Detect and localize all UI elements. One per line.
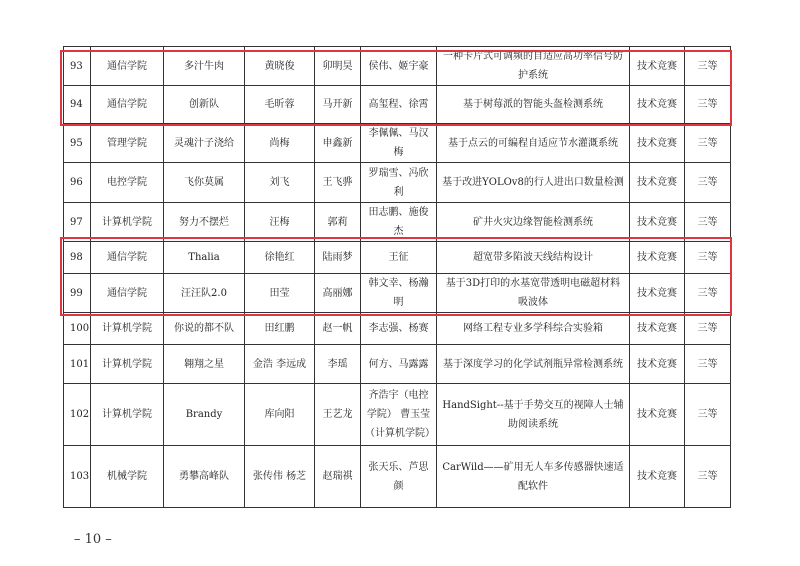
cell-project: CarWild——矿用无人车多传感器快速适配软件 [437,446,630,508]
table-row [64,47,731,86]
cell-leader: 赵一帆 [315,313,361,345]
cell-num: 93 [64,47,91,86]
cell-project: 矿井火灾边缘智能检测系统 [437,203,630,242]
cell-num: 99 [64,274,91,313]
cell-members: 何方、马露露 [361,345,437,384]
cell-project: 网络工程专业多学科综合实验箱 [437,313,630,345]
cell-college: 机械学院 [91,446,164,508]
cell-members: 李志强、杨赛 [361,313,437,345]
cell-num: 101 [64,345,91,384]
cell-members: 韩文幸、杨瀚明 [361,274,437,313]
cell-advisor: 刘飞 [245,163,315,203]
table-row [64,345,731,384]
cell-num: 96 [64,163,91,203]
cell-category: 技术竞赛 [630,47,685,86]
page-number: – 10 – [74,532,112,547]
cell-advisor: 尚梅 [245,124,315,163]
cell-advisor: 徐艳红 [245,242,315,274]
cell-leader: 赵瑞祺 [315,446,361,508]
cell-college: 管理学院 [91,124,164,163]
cell-college: 计算机学院 [91,203,164,242]
cell-award: 三等 [685,446,731,508]
cell-leader: 马开新 [315,86,361,124]
cell-college: 通信学院 [91,274,164,313]
cell-team: 多汁牛肉 [164,47,245,86]
cell-award: 三等 [685,274,731,313]
table-row [64,274,731,313]
cell-num: 98 [64,242,91,274]
cell-leader: 卯明昊 [315,47,361,86]
cell-leader: 陆雨梦 [315,242,361,274]
cell-advisor: 张传伟 杨芝 [245,446,315,508]
cell-category: 技术竞赛 [630,384,685,446]
cell-project: 一种卡片式可调频的自适应高功率信号防护系统 [437,47,630,86]
cell-members: 李佩佩、马汉梅 [361,124,437,163]
cell-num: 94 [64,86,91,124]
cell-leader: 郭莉 [315,203,361,242]
cell-advisor: 田红鹏 [245,313,315,345]
cell-college: 计算机学院 [91,384,164,446]
cell-category: 技术竞赛 [630,163,685,203]
table-row [64,203,731,242]
awards-table [63,46,731,508]
cell-college: 电控学院 [91,163,164,203]
cell-project: 基于3D打印的水基宽带透明电磁超材料吸波体 [437,274,630,313]
table-row [64,124,731,163]
cell-category: 技术竞赛 [630,242,685,274]
cell-advisor: 金浩 李远成 [245,345,315,384]
cell-members: 王征 [361,242,437,274]
cell-award: 三等 [685,47,731,86]
cell-award: 三等 [685,345,731,384]
cell-category: 技术竞赛 [630,446,685,508]
cell-team: Thalia [164,242,245,274]
cell-members: 田志鹏、施俊杰 [361,203,437,242]
table-row [64,163,731,203]
cell-project: 基于改进YOLOv8的行人进出口数量检测 [437,163,630,203]
cell-num: 102 [64,384,91,446]
cell-advisor: 黄晓俊 [245,47,315,86]
cell-team: Brandy [164,384,245,446]
cell-members: 高玺程、徐霄 [361,86,437,124]
cell-award: 三等 [685,163,731,203]
cell-project: 超宽带多陷波天线结构设计 [437,242,630,274]
table-row [64,86,731,124]
table-row [64,446,731,508]
cell-advisor: 田莹 [245,274,315,313]
cell-members: 侯伟、姬宇豪 [361,47,437,86]
cell-college: 通信学院 [91,47,164,86]
cell-team: 勇攀高峰队 [164,446,245,508]
cell-leader: 王艺龙 [315,384,361,446]
cell-category: 技术竞赛 [630,313,685,345]
cell-leader: 王飞骅 [315,163,361,203]
cell-advisor: 汪梅 [245,203,315,242]
cell-team: 汪汪队2.0 [164,274,245,313]
cell-college: 通信学院 [91,86,164,124]
cell-award: 三等 [685,86,731,124]
cell-leader: 申鑫新 [315,124,361,163]
cell-members: 齐浩宇（电控学院） 曹玉莹（计算机学院） [361,384,437,446]
cell-team: 你说的都不队 [164,313,245,345]
cell-category: 技术竞赛 [630,345,685,384]
cell-team: 灵魂汁子浇给 [164,124,245,163]
cell-team: 飞你莫属 [164,163,245,203]
cell-members: 罗瑞雪、冯欣利 [361,163,437,203]
table-row [64,384,731,446]
cell-team: 努力不摆烂 [164,203,245,242]
table-row [64,313,731,345]
cell-advisor: 库向阳 [245,384,315,446]
cell-award: 三等 [685,203,731,242]
cell-leader: 高丽娜 [315,274,361,313]
cell-college: 通信学院 [91,242,164,274]
cell-category: 技术竞赛 [630,203,685,242]
cell-award: 三等 [685,124,731,163]
cell-num: 95 [64,124,91,163]
cell-award: 三等 [685,313,731,345]
cell-award: 三等 [685,384,731,446]
awards-table-body [64,47,731,508]
cell-award: 三等 [685,242,731,274]
cell-category: 技术竞赛 [630,124,685,163]
table-row [64,242,731,274]
cell-category: 技术竞赛 [630,274,685,313]
cell-project: 基于点云的可编程自适应节水灌溉系统 [437,124,630,163]
cell-team: 创新队 [164,86,245,124]
cell-project: 基于树莓派的智能头盔检测系统 [437,86,630,124]
cell-advisor: 毛昕蓉 [245,86,315,124]
cell-num: 103 [64,446,91,508]
cell-college: 计算机学院 [91,345,164,384]
cell-project: 基于深度学习的化学试剂瓶异常检测系统 [437,345,630,384]
cell-leader: 李瑶 [315,345,361,384]
cell-num: 97 [64,203,91,242]
cell-college: 计算机学院 [91,313,164,345]
cell-category: 技术竞赛 [630,86,685,124]
cell-members: 张天乐、芦思颜 [361,446,437,508]
cell-team: 翱翔之星 [164,345,245,384]
cell-project: HandSight--基于手势交互的视障人士辅助阅读系统 [437,384,630,446]
cell-num: 100 [64,313,91,345]
